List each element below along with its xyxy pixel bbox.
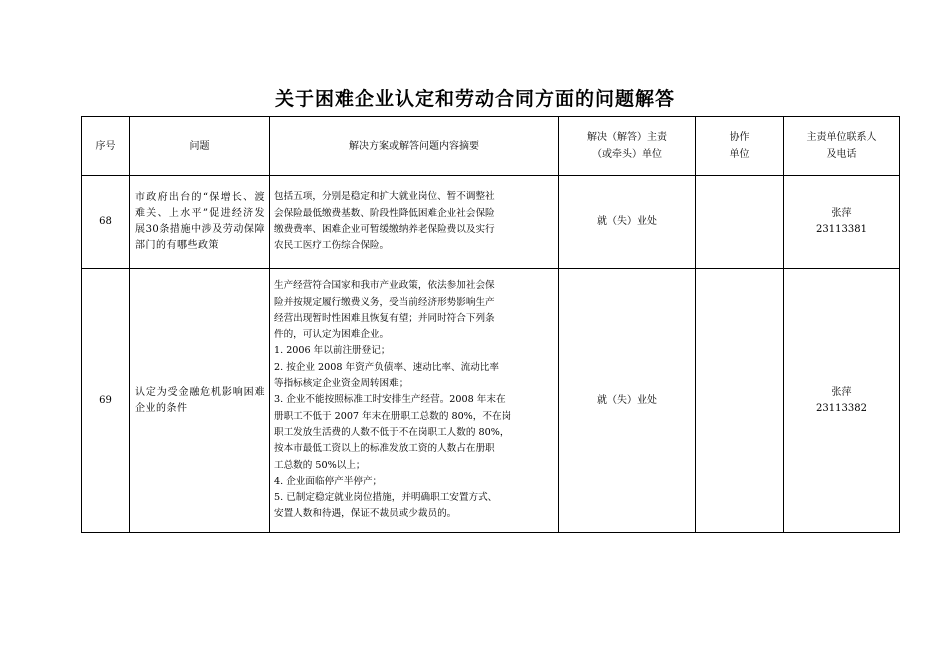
answer-line: 件的，可认定为困难企业。 [274,329,390,341]
contact-phone: 23113381 [816,224,867,235]
header-row [82,117,900,176]
header-answer: 解决方案或解答问题内容摘要 [270,117,559,176]
answer-line: 册职工不低于 2007 年末在册职工总数的 80%，不在岗 [274,410,512,422]
answer-line: 按本市最低工资以上的标准发放工资的人数占在册职 [274,443,495,455]
answer-line: 等指标核定企业资金周转困难； [274,378,409,390]
answer-line: 5. 已制定稳定就业岗位措施，并明确职工安置方式、 [274,492,498,504]
header-no: 序号 [82,117,130,176]
contact-cell [784,269,900,533]
answer-line: 险并按规定履行缴费义务，受当前经济形势影响生产 [274,296,495,308]
answer-line: 安置人数和待遇，保证不裁员或少裁员的。 [274,508,457,520]
question-cell: 市政府出台的“保增长、渡难关、上水平”促进经济发展30条措施中涉及劳动保障部门的有哪些政策 [130,176,270,269]
header-question: 问题 [130,117,270,176]
header-assist-line2: 单位 [729,149,750,160]
answer-cell [270,176,559,269]
row-number: 69 [82,269,130,533]
answer-line: 农民工医疗工伤综合保险。 [274,240,390,252]
header-lead-line2: （或牵头）单位 [592,149,662,160]
qa-table [81,116,900,533]
answer-line: 4. 企业面临停产半停产； [274,475,383,487]
answer-line: 生产经营符合国家和我市产业政策，依法参加社会保 [274,280,495,292]
answer-line: 3. 企业不能按照标准工时安排生产经营。2008 年末在 [274,394,506,406]
header-contact [784,117,900,176]
page-title: 关于困难企业认定和劳动合同方面的问题解答 [274,88,675,110]
header-lead-unit [559,117,696,176]
contact-name: 张萍 [831,208,852,219]
answer-line: 缴费费率、困难企业可暂缓缴纳养老保险费以及实行 [274,224,495,235]
assist-unit-cell [696,269,784,533]
contact-cell [784,176,900,269]
answer-line: 会保险最低缴费基数、阶段性降低困难企业社会保险 [274,207,495,219]
table-row [82,176,900,269]
header-assist-unit [696,117,784,176]
header-contact-line2: 及电话 [826,149,857,160]
answer-line: 2. 按企业 2008 年资产负债率、速动比率、流动比率 [274,361,499,373]
answer-cell [270,269,559,533]
row-number: 68 [82,176,130,269]
header-lead-line1: 解决（解答）主责 [587,132,667,143]
assist-unit-cell [696,176,784,269]
lead-unit-cell: 就（失）业处 [559,269,696,533]
header-contact-line1: 主责单位联系人 [806,132,877,143]
contact-phone: 23113382 [816,402,867,414]
table-row [82,269,900,533]
answer-line: 工总数的 50%以上； [274,459,366,471]
answer-line: 经营出现暂时性困难且恢复有望；并同时符合下列条 [274,312,495,324]
answer-line: 职工发放生活费的人数不低于不在岗职工人数的 80%， [274,426,510,438]
question-cell: 认定为受金融危机影响困难企业的条件 [130,269,270,533]
header-assist-line1: 协作 [729,132,750,143]
answer-line: 1. 2006 年以前注册登记； [274,345,391,357]
lead-unit-cell: 就（失）业处 [559,176,696,269]
answer-line: 包括五项，分别是稳定和扩大就业岗位、暂不调整社 [274,191,495,203]
contact-name: 张萍 [831,386,852,398]
